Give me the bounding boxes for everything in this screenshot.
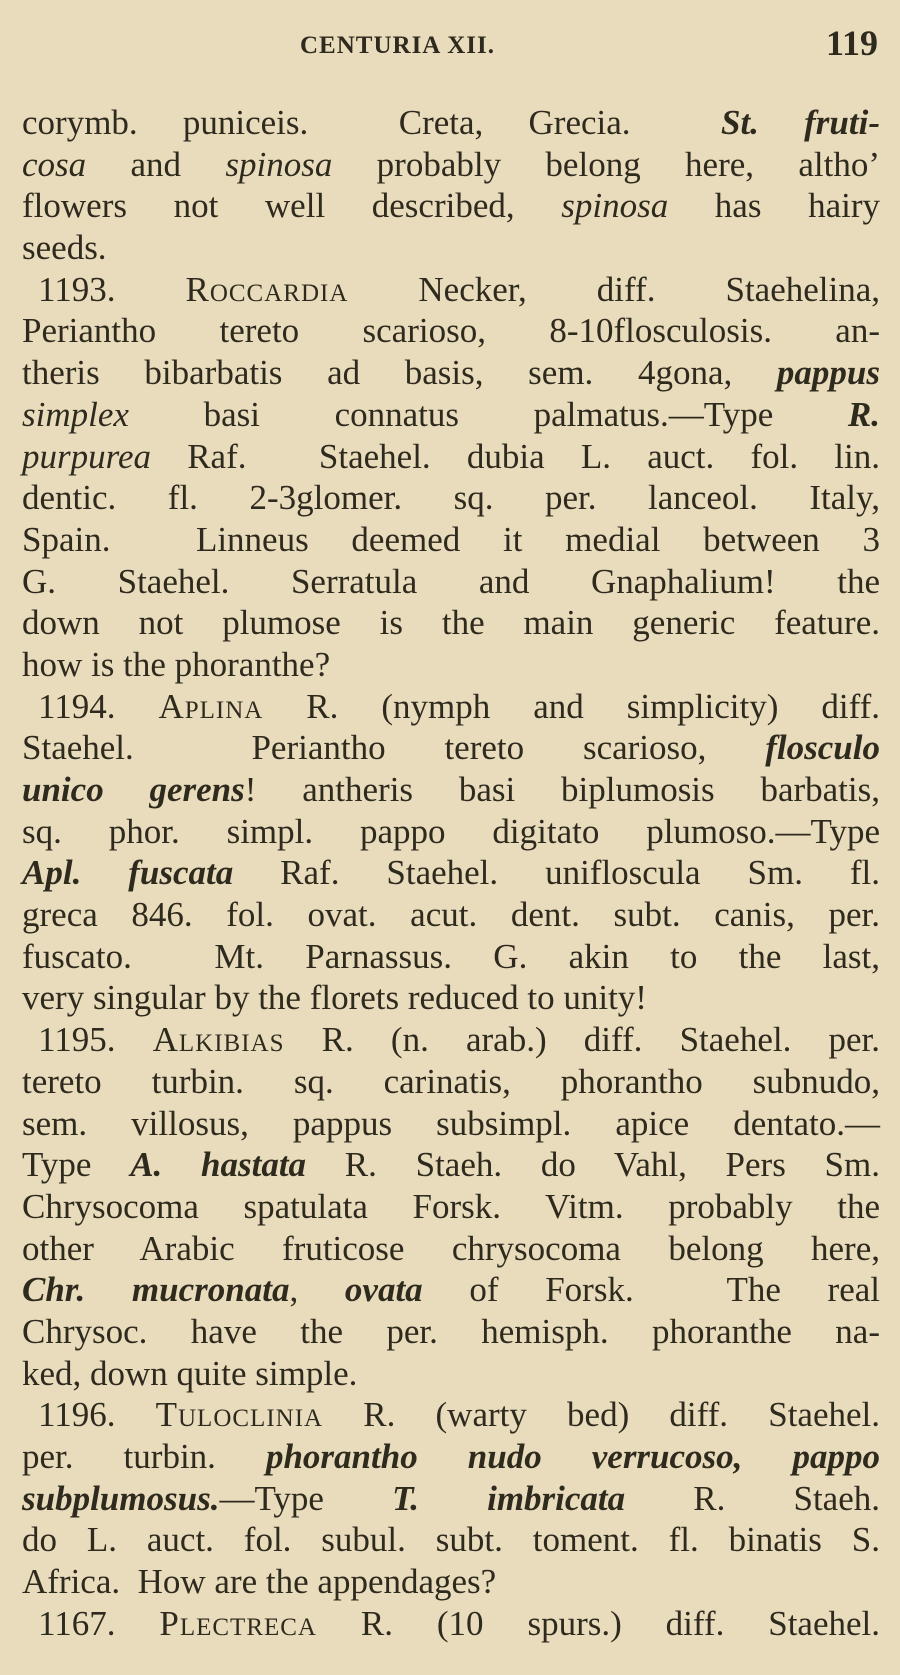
text-line (22, 1311, 880, 1353)
italic-text: pappus (776, 353, 880, 393)
italic-text: phorantho nudo verrucoso, pappo (265, 1437, 880, 1476)
text-line (22, 519, 880, 561)
italic-text: simplex (22, 394, 129, 434)
text-segment: 1194. (38, 686, 159, 726)
text-segment: of Forsk. The real (422, 1270, 880, 1310)
text-segment: flowers not well described, (22, 186, 562, 226)
text-line (22, 1228, 880, 1270)
text-segment: other Arabic fruticose chrysocoma belong here, (22, 1228, 880, 1268)
text-line (22, 1478, 880, 1520)
text-segment: Africa. How are the appendages? (22, 1562, 497, 1602)
italic-text: spinosa (561, 186, 669, 226)
page-header (0, 22, 900, 72)
italic-text: spinosa (225, 144, 333, 184)
text-segment: 1167. (38, 1603, 160, 1643)
italic-text: ovata (344, 1270, 423, 1310)
text-line (22, 227, 880, 269)
text-line (22, 102, 880, 144)
text-line (22, 1269, 880, 1311)
text-segment: Type (22, 1145, 131, 1185)
text-segment: G. Staehel. Serratula and Gnaphalium! the (22, 561, 880, 601)
text-segment: seeds. (22, 228, 107, 268)
text-segment: R. Staeh. do Vahl, Pers Sm. (306, 1145, 880, 1185)
text-segment: 1196. (38, 1395, 156, 1435)
text-segment: probably belong here, altho’ (332, 144, 880, 184)
text-line (22, 436, 880, 478)
genus-name: Roccardia (185, 269, 349, 309)
italic-text: T. imbricata (392, 1478, 626, 1518)
text-segment: per. turbin. (22, 1437, 266, 1476)
text-segment: theris bibarbatis ad basis, sem. 4gona, (22, 353, 777, 393)
text-segment: dentic. fl. 2-3glomer. sq. per. lanceol. Italy, (22, 478, 880, 518)
text-segment: sq. phor. simpl. pappo digitato plumoso.—Type (22, 811, 880, 851)
text-segment: Staehel. Periantho tereto scarioso, (22, 728, 766, 768)
text-line (22, 394, 880, 436)
text-segment: tereto turbin. sq. carinatis, phorantho subnudo, (22, 1061, 880, 1101)
italic-text: unico gerens (22, 770, 245, 809)
text-segment: Chrysoc. have the per. hemisph. phoranthe na- (22, 1311, 880, 1351)
text-segment: —Type (219, 1478, 393, 1518)
text-line (22, 1103, 880, 1145)
italic-text: cosa (22, 144, 87, 184)
italic-text: Chr. mucronata (22, 1270, 290, 1310)
text-segment: Raf. Staehel. unifloscula Sm. fl. (233, 853, 880, 893)
text-line (22, 310, 880, 352)
text-line (22, 1144, 880, 1186)
italic-text: subplumosus. (22, 1478, 220, 1518)
text-line (22, 1561, 880, 1603)
text-segment: R. Staeh. (625, 1478, 880, 1518)
text-line (22, 185, 880, 227)
text-line (22, 811, 880, 853)
text-segment: fuscato. Mt. Parnassus. G. akin to the last, (22, 936, 880, 976)
text-segment: , (289, 1270, 345, 1310)
text-segment: Necker, diff. Staehelina, (348, 269, 880, 309)
text-segment: sem. villosus, pappus subsimpl. apice dentato.— (22, 1103, 880, 1143)
page-number: 119 (825, 23, 878, 63)
text-line (22, 769, 880, 811)
text-line (22, 686, 880, 728)
text-line (22, 144, 880, 186)
text-segment: greca 846. fol. ovat. acut. dent. subt. canis, per. (22, 895, 880, 935)
text-segment: R. (nymph and simplicity) diff. (263, 686, 881, 726)
text-segment: do L. auct. fol. subul. subt. toment. fl. binatis S. (22, 1520, 880, 1560)
text-line (22, 894, 880, 936)
text-segment: down not plumose is the main generic feature. (22, 603, 880, 643)
text-line (22, 852, 880, 894)
page-body-text (22, 102, 880, 1644)
text-line (22, 1186, 880, 1228)
text-segment: very singular by the florets reduced to unity! (22, 978, 647, 1018)
text-segment: 1195. (38, 1020, 153, 1060)
text-segment: basi connatus palmatus.—Type (128, 394, 848, 434)
text-segment: how is the phoranthe? (22, 644, 331, 684)
text-line (22, 269, 880, 311)
italic-text: St. fruti- (720, 103, 880, 142)
genus-name: Plectreca (159, 1603, 317, 1643)
italic-text: R. (847, 394, 880, 434)
genus-name: Alkibias (152, 1020, 285, 1060)
text-line (22, 1353, 880, 1395)
text-line (22, 936, 880, 978)
italic-text: A. hastata (130, 1145, 307, 1185)
text-segment: and (86, 144, 226, 184)
italic-text: Apl. fuscata (22, 853, 234, 893)
italic-text: purpurea (22, 436, 151, 476)
text-segment: Spain. Linneus deemed it medial between 3 (22, 519, 880, 559)
text-line (22, 477, 880, 519)
text-segment: Raf. Staehel. dubia L. auct. fol. lin. (150, 436, 880, 476)
text-line (22, 1519, 880, 1561)
text-segment: ked, down quite simple. (22, 1353, 358, 1393)
text-line (22, 977, 880, 1019)
text-line (22, 1394, 880, 1436)
text-segment: R. (10 spurs.) diff. Staehel. (317, 1603, 880, 1643)
text-line (22, 352, 880, 394)
text-line (22, 1603, 880, 1645)
text-segment: R. (n. arab.) diff. Staehel. per. (284, 1020, 880, 1060)
text-segment: has hairy (668, 186, 880, 226)
genus-name: Tuloclinia (155, 1395, 324, 1435)
text-line (22, 727, 880, 769)
text-line (22, 561, 880, 603)
running-head: CENTURIA XII. (300, 32, 495, 59)
genus-name: Aplina (158, 686, 264, 726)
text-segment: Chrysocoma spatulata Forsk. Vitm. probably the (22, 1186, 880, 1226)
text-line (22, 602, 880, 644)
text-segment: R. (warty bed) diff. Staehel. (323, 1395, 880, 1435)
text-line (22, 1019, 880, 1061)
text-line (22, 1436, 880, 1478)
text-segment: 1193. (38, 269, 186, 309)
italic-text: flosculo (765, 728, 880, 768)
text-segment: Periantho tereto scarioso, 8-10flosculosis. an- (22, 311, 880, 351)
text-line (22, 1061, 880, 1103)
text-segment: ! antheris basi biplumosis barbatis, (244, 770, 881, 809)
text-line (22, 644, 880, 686)
text-segment: corymb. puniceis. Creta, Grecia. (22, 103, 721, 142)
